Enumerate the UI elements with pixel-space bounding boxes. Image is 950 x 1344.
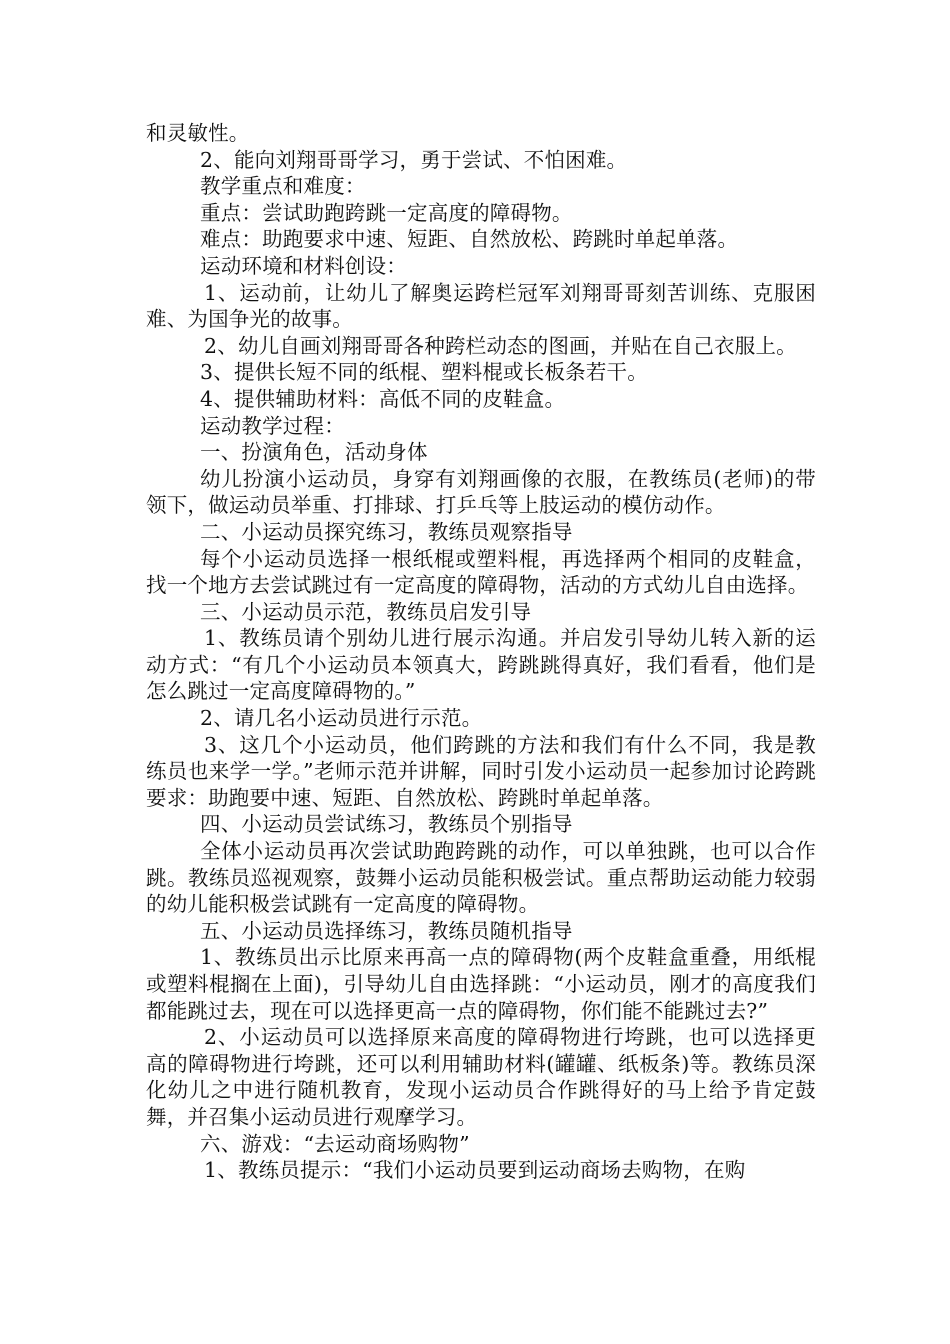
paragraph: 三、小运动员示范，教练员启发引导 [200, 599, 532, 624]
paragraph: 五、小运动员选择练习，教练员随机指导 [200, 918, 573, 943]
paragraph: 2、幼儿自画刘翔哥哥各种跨栏动态的图画，并贴在自己衣服上。 [204, 333, 797, 358]
paragraph: 2、请几名小运动员进行示范。 [200, 706, 483, 731]
paragraph: 1、教练员提示：“我们小运动员要到运动商场去购物，在购 [204, 1158, 746, 1183]
paragraph: 1、教练员请个别幼儿进行展示沟通。并启发引导幼儿转入新的运动方式：“有几个小运动员本领真大，跨跳跳得真好，我们看看，他们是怎么跳过一定高度障碍物的。” [146, 626, 816, 704]
paragraph: 每个小运动员选择一根纸棍或塑料棍，再选择两个相同的皮鞋盒，找一个地方去尝试跳过有一定高度的障碍物，活动的方式幼儿自由选择。 [146, 546, 816, 598]
paragraph: 和灵敏性。 [146, 121, 250, 145]
paragraph: 重点：尝试助跑跨跳一定高度的障碍物。 [200, 200, 573, 225]
paragraph: 2、小运动员可以选择原来高度的障碍物进行垮跳，也可以选择更高的障碍物进行垮跳，还可以利用辅助材料(罐罐、纸板条)等。教练员深化幼儿之中进行随机教育，发现小运动员合作跳得好的马上给予肯定鼓舞，并召集小运动员进行观摩学习。 [146, 1025, 816, 1129]
paragraph: 运动教学过程： [200, 413, 345, 438]
paragraph: 幼儿扮演小运动员，身穿有刘翔画像的衣服，在教练员(老师)的带领下，做运动员举重、打排球、打乒乓等上肢运动的模仿动作。 [146, 466, 816, 518]
paragraph: 1、运动前，让幼儿了解奥运跨栏冠军刘翔哥哥刻苦训练、克服困难、为国争光的故事。 [146, 280, 816, 332]
paragraph: 1、教练员出示比原来再高一点的障碍物(两个皮鞋盒重叠，用纸棍或塑料棍搁在上面)，引导幼儿自由选择跳：“小运动员，刚才的高度我们都能跳过去，现在可以选择更高一点的障碍物，你们能不能跳过去?” [146, 945, 816, 1023]
paragraph: 运动环境和材料创设： [200, 253, 407, 278]
paragraph: 3、提供长短不同的纸棍、塑料棍或长板条若干。 [200, 360, 648, 385]
paragraph: 二、小运动员探究练习，教练员观察指导 [200, 519, 573, 544]
paragraph: 3、这几个小运动员，他们跨跳的方法和我们有什么不同，我是教练员也来学一学。”老师示范并讲解，同时引发小运动员一起参加讨论跨跳要求：助跑要中速、短距、自然放松、跨跳时单起单落。 [146, 732, 816, 810]
document-body [146, 120, 816, 1184]
paragraph: 六、游戏：“去运动商场购物” [200, 1131, 470, 1156]
paragraph: 一、扮演角色，活动身体 [200, 440, 428, 465]
paragraph: 全体小运动员再次尝试助跑跨跳的动作，可以单独跳，也可以合作跳。教练员巡视观察，鼓舞小运动员能积极尝试。重点帮助运动能力较弱的幼儿能积极尝试跳有一定高度的障碍物。 [146, 839, 816, 917]
paragraph: 四、小运动员尝试练习，教练员个别指导 [200, 812, 573, 837]
paragraph: 难点：助跑要求中速、短距、自然放松、跨跳时单起单落。 [200, 227, 739, 252]
paragraph: 2、能向刘翔哥哥学习，勇于尝试、不怕困难。 [200, 147, 628, 172]
paragraph: 4、提供辅助材料：高低不同的皮鞋盒。 [200, 386, 566, 411]
paragraph: 教学重点和难度： [200, 174, 366, 199]
